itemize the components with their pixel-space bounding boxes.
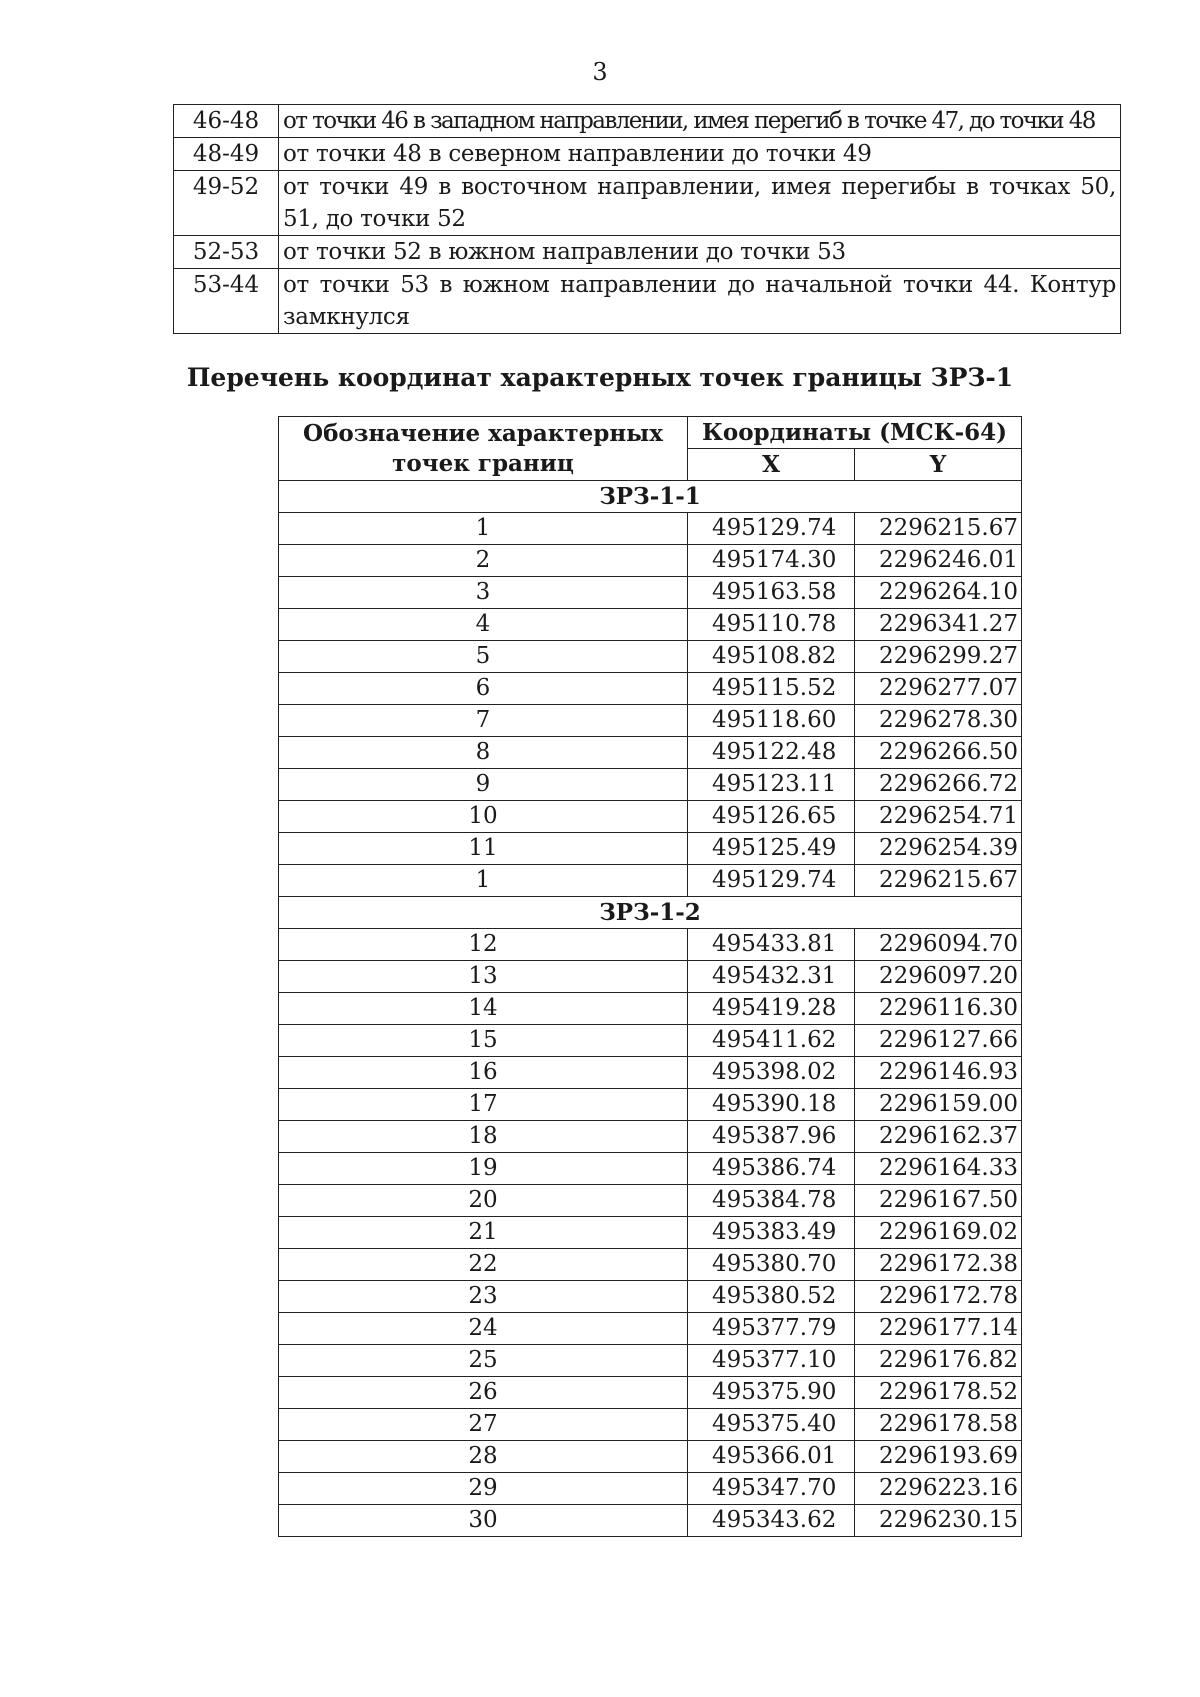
table-row	[279, 1121, 1022, 1153]
point-id: 18	[279, 1121, 688, 1153]
point-id: 14	[279, 993, 688, 1025]
segment-text: от точки 48 в северном направлении до точки 49	[279, 138, 1121, 171]
point-id: 25	[279, 1345, 688, 1377]
coord-x: 495343.62	[688, 1505, 855, 1537]
table-row	[279, 833, 1022, 865]
coord-y: 2296178.58	[855, 1409, 1022, 1441]
point-id: 30	[279, 1505, 688, 1537]
table-row	[279, 1409, 1022, 1441]
point-id: 12	[279, 929, 688, 961]
table-row	[279, 865, 1022, 897]
point-id: 9	[279, 769, 688, 801]
coord-x: 495347.70	[688, 1473, 855, 1505]
segment-description-table	[173, 104, 1121, 334]
point-id: 4	[279, 609, 688, 641]
point-id: 28	[279, 1441, 688, 1473]
segment-range: 49-52	[174, 171, 279, 236]
table-row	[279, 1505, 1022, 1537]
coord-x: 495115.52	[688, 673, 855, 705]
table-row	[279, 961, 1022, 993]
point-id: 21	[279, 1217, 688, 1249]
coord-y: 2296146.93	[855, 1057, 1022, 1089]
point-id: 11	[279, 833, 688, 865]
point-id: 8	[279, 737, 688, 769]
segment-range: 46-48	[174, 105, 279, 138]
table-row	[279, 705, 1022, 737]
table-row	[279, 769, 1022, 801]
coord-x: 495377.10	[688, 1345, 855, 1377]
header-y: Y	[855, 449, 1022, 481]
table-row	[279, 1313, 1022, 1345]
coord-x: 495108.82	[688, 641, 855, 673]
table-row	[279, 1377, 1022, 1409]
segment-row	[174, 236, 1121, 269]
point-id: 20	[279, 1185, 688, 1217]
table-row	[279, 1441, 1022, 1473]
coord-y: 2296094.70	[855, 929, 1022, 961]
table-row	[279, 545, 1022, 577]
coord-x: 495126.65	[688, 801, 855, 833]
coord-x: 495384.78	[688, 1185, 855, 1217]
coord-x: 495380.70	[688, 1249, 855, 1281]
coord-y: 2296159.00	[855, 1089, 1022, 1121]
group-header-row	[279, 481, 1022, 513]
table-row	[279, 577, 1022, 609]
coord-x: 495380.52	[688, 1281, 855, 1313]
table-row	[279, 1217, 1022, 1249]
point-id: 13	[279, 961, 688, 993]
coord-x: 495129.74	[688, 513, 855, 545]
coord-x: 495377.79	[688, 1313, 855, 1345]
point-id: 5	[279, 641, 688, 673]
table-row	[279, 929, 1022, 961]
coord-x: 495375.90	[688, 1377, 855, 1409]
point-id: 2	[279, 545, 688, 577]
segment-range: 52-53	[174, 236, 279, 269]
segment-text: от точки 52 в южном направлении до точки 53	[279, 236, 1121, 269]
coord-x: 495123.11	[688, 769, 855, 801]
point-id: 23	[279, 1281, 688, 1313]
point-id: 7	[279, 705, 688, 737]
table-row	[279, 1057, 1022, 1089]
page-number: 3	[592, 58, 608, 86]
table-row	[279, 513, 1022, 545]
header-x: X	[688, 449, 855, 481]
table-row	[279, 1281, 1022, 1313]
coord-x: 495163.58	[688, 577, 855, 609]
table-row	[279, 641, 1022, 673]
point-id: 22	[279, 1249, 688, 1281]
coord-y: 2296176.82	[855, 1345, 1022, 1377]
coord-x: 495118.60	[688, 705, 855, 737]
coord-y: 2296172.38	[855, 1249, 1022, 1281]
section-title: Перечень координат характерных точек границы ЗРЗ-1	[186, 363, 1014, 392]
coord-x: 495432.31	[688, 961, 855, 993]
point-id: 15	[279, 1025, 688, 1057]
segment-row	[174, 105, 1121, 138]
coord-y: 2296246.01	[855, 545, 1022, 577]
point-id: 24	[279, 1313, 688, 1345]
segment-text: от точки 49 в восточном направлении, имея перегибы в точках 50, 51, до точки 52	[279, 171, 1121, 236]
segment-range: 53-44	[174, 269, 279, 334]
coord-y: 2296266.50	[855, 737, 1022, 769]
table-row	[279, 801, 1022, 833]
segment-row	[174, 269, 1121, 334]
table-row	[279, 1473, 1022, 1505]
coord-y: 2296172.78	[855, 1281, 1022, 1313]
table-row	[279, 993, 1022, 1025]
group-name: ЗРЗ-1-1	[279, 481, 1022, 513]
coord-x: 495386.74	[688, 1153, 855, 1185]
table-row	[279, 1025, 1022, 1057]
coord-x: 495366.01	[688, 1441, 855, 1473]
segment-text: от точки 53 в южном направлении до начальной точки 44. Контур замкнулся	[279, 269, 1121, 334]
segment-row	[174, 138, 1121, 171]
coord-y: 2296167.50	[855, 1185, 1022, 1217]
coord-y: 2296169.02	[855, 1217, 1022, 1249]
coord-y: 2296254.39	[855, 833, 1022, 865]
coord-y: 2296178.52	[855, 1377, 1022, 1409]
table-row	[279, 1185, 1022, 1217]
header-point-designation: Обозначение характерных точек границ	[279, 417, 688, 481]
coord-x: 495398.02	[688, 1057, 855, 1089]
table-row	[279, 673, 1022, 705]
coord-y: 2296162.37	[855, 1121, 1022, 1153]
segment-row	[174, 171, 1121, 236]
group-header-row	[279, 897, 1022, 929]
table-row	[279, 1249, 1022, 1281]
point-id: 16	[279, 1057, 688, 1089]
coord-x: 495383.49	[688, 1217, 855, 1249]
coord-x: 495387.96	[688, 1121, 855, 1153]
table-row	[279, 1089, 1022, 1121]
coord-x: 495129.74	[688, 865, 855, 897]
point-id: 29	[279, 1473, 688, 1505]
point-id: 1	[279, 865, 688, 897]
table-row	[279, 609, 1022, 641]
segment-text: от точки 46 в западном направлении, имея перегиб в точке 47, до точки 48	[279, 105, 1121, 138]
point-id: 10	[279, 801, 688, 833]
coord-y: 2296215.67	[855, 865, 1022, 897]
coord-y: 2296127.66	[855, 1025, 1022, 1057]
coord-y: 2296266.72	[855, 769, 1022, 801]
coord-x: 495433.81	[688, 929, 855, 961]
coord-y: 2296097.20	[855, 961, 1022, 993]
coord-y: 2296223.16	[855, 1473, 1022, 1505]
table-row	[279, 1345, 1022, 1377]
coord-y: 2296299.27	[855, 641, 1022, 673]
group-name: ЗРЗ-1-2	[279, 897, 1022, 929]
coord-x: 495375.40	[688, 1409, 855, 1441]
coord-x: 495110.78	[688, 609, 855, 641]
coord-y: 2296230.15	[855, 1505, 1022, 1537]
point-id: 19	[279, 1153, 688, 1185]
coord-x: 495411.62	[688, 1025, 855, 1057]
point-id: 1	[279, 513, 688, 545]
coord-y: 2296215.67	[855, 513, 1022, 545]
coord-x: 495390.18	[688, 1089, 855, 1121]
coord-y: 2296193.69	[855, 1441, 1022, 1473]
coord-y: 2296264.10	[855, 577, 1022, 609]
point-id: 3	[279, 577, 688, 609]
coord-x: 495122.48	[688, 737, 855, 769]
coord-y: 2296116.30	[855, 993, 1022, 1025]
coordinates-body	[279, 481, 1022, 1537]
table-row	[279, 1153, 1022, 1185]
header-coordinates: Координаты (МСК-64)	[688, 417, 1022, 449]
point-id: 26	[279, 1377, 688, 1409]
coord-y: 2296341.27	[855, 609, 1022, 641]
coord-y: 2296254.71	[855, 801, 1022, 833]
coord-y: 2296278.30	[855, 705, 1022, 737]
coord-x: 495174.30	[688, 545, 855, 577]
coord-y: 2296177.14	[855, 1313, 1022, 1345]
point-id: 6	[279, 673, 688, 705]
coordinates-table	[278, 416, 1022, 1537]
point-id: 17	[279, 1089, 688, 1121]
coord-x: 495125.49	[688, 833, 855, 865]
table-row	[279, 737, 1022, 769]
segment-range: 48-49	[174, 138, 279, 171]
point-id: 27	[279, 1409, 688, 1441]
coord-x: 495419.28	[688, 993, 855, 1025]
coord-y: 2296277.07	[855, 673, 1022, 705]
coord-y: 2296164.33	[855, 1153, 1022, 1185]
